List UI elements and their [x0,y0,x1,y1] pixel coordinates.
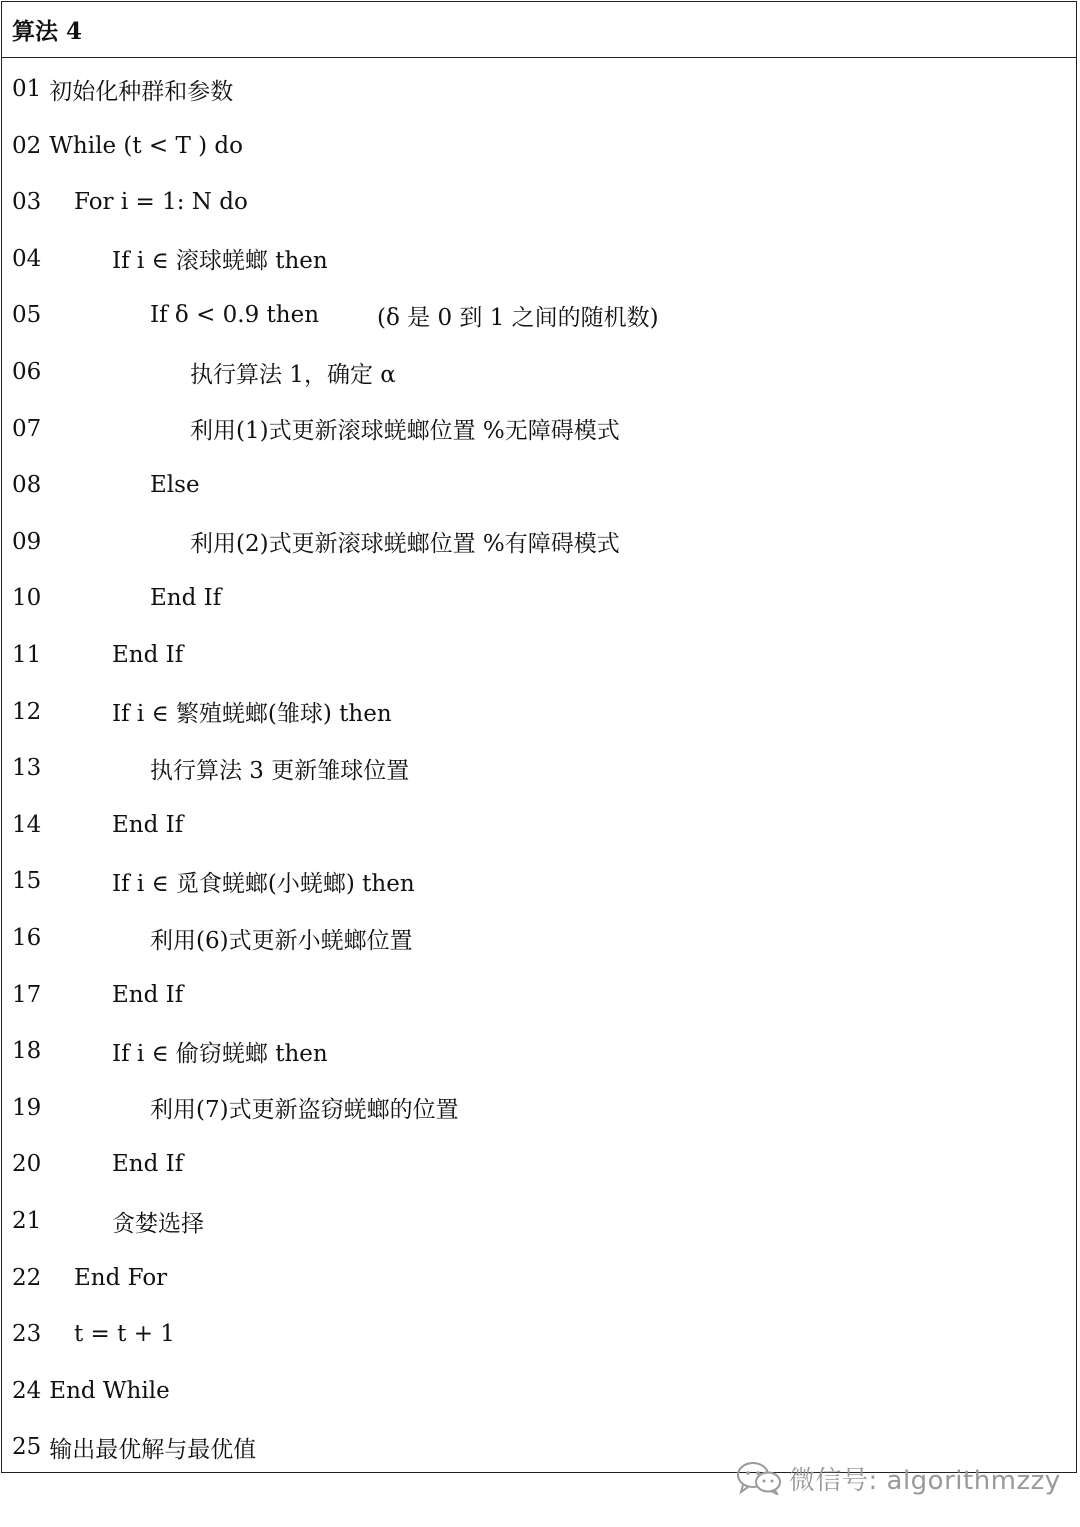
line-number: 25 [12,1434,42,1461]
line-number: 19 [12,1094,42,1121]
line-code: 执行算法 3 更新雏球位置 [150,757,410,784]
line-number: 16 [12,925,42,951]
algorithm-line [2,975,183,1015]
line-code: 执行算法 1，确定 α [190,361,396,388]
algorithm-line [2,465,200,505]
line-number: 07 [12,415,42,442]
algorithm-line [2,1088,459,1128]
line-number: 06 [12,359,42,385]
line-number: 12 [12,698,42,725]
line-number: 13 [12,755,42,782]
line-code: 利用(7)式更新盗窃蜣螂的位置 [150,1097,459,1124]
line-code: End If [112,1151,184,1178]
line-code: 利用(6)式更新小蜣螂位置 [150,927,413,954]
line-code: 利用(1)式更新滚球蜣螂位置 %无障碍模式 [190,418,620,445]
line-code: End If [112,981,184,1008]
algorithm-line [2,352,396,392]
line-code: 贪婪选择 [112,1210,204,1237]
algorithm-line [2,1314,175,1354]
line-code: If δ < 0.9 then [150,302,320,329]
line-number: 24 [12,1377,42,1404]
algorithm-line [2,522,620,562]
line-code: Else [150,472,200,499]
line-code: t = t + 1 [74,1321,175,1348]
line-code: End If [150,585,222,612]
algorithm-line [2,126,243,166]
line-number: 10 [12,585,42,612]
line-number: 03 [12,189,42,216]
algorithm-box [1,1,1077,1473]
algorithm-title: 算法 4 [2,2,1076,58]
line-number: 18 [12,1038,42,1065]
line-code: If i ∈ 繁殖蜣螂(雏球) then [112,701,392,728]
algorithm-line [2,1031,328,1071]
line-number: 01 [12,76,42,102]
algorithm-line [2,295,659,335]
algorithm-line [2,748,409,788]
algorithm-line [2,635,183,675]
line-number: 23 [12,1321,42,1348]
algorithm-line [2,239,328,279]
line-number: 21 [12,1208,42,1234]
line-number: 02 [12,132,42,159]
algorithm-line [2,1427,256,1467]
algorithm-line [2,1201,204,1241]
line-number: 09 [12,528,42,555]
line-number: 22 [12,1264,42,1291]
line-code: If i ∈ 偷窃蜣螂 then [112,1040,328,1067]
watermark [735,1456,1061,1500]
line-code: End If [112,642,184,668]
algorithm-line [2,861,415,901]
line-number: 15 [12,868,42,895]
algorithm-line [2,1371,170,1411]
line-number: 05 [12,302,42,329]
line-number: 11 [12,642,42,668]
line-code: 初始化种群和参数 [49,78,234,105]
line-code: End While [49,1377,170,1404]
line-code: 利用(2)式更新滚球蜣螂位置 %有障碍模式 [190,531,620,558]
algorithm-line [2,692,392,732]
line-number: 08 [12,472,42,499]
line-code: End For [74,1264,168,1291]
line-code: While (t < T ) do [49,132,243,159]
line-code: If i ∈ 觅食蜣螂(小蜣螂) then [112,870,415,897]
algorithm-line [2,1258,167,1298]
algorithm-line [2,182,248,222]
line-code: 输出最优解与最优值 [49,1436,257,1463]
line-number: 20 [12,1151,42,1178]
wechat-icon [735,1461,783,1495]
algorithm-line [2,578,221,618]
algorithm-line [2,918,413,958]
line-number: 04 [12,245,42,272]
line-number: 17 [12,981,42,1008]
line-number: 14 [12,811,42,838]
algorithm-line [2,805,183,845]
algorithm-line [2,69,233,109]
line-code: For i = 1: N do [74,189,248,216]
algorithm-line [2,1144,183,1184]
watermark-text: 微信号: algorithmzzy [789,1465,1061,1496]
algorithm-line [2,409,620,449]
line-code: If i ∈ 滚球蜣螂 then [112,248,328,275]
line-comment: (δ 是 0 到 1 之间的随机数) [377,304,659,331]
line-code: End If [112,811,184,838]
